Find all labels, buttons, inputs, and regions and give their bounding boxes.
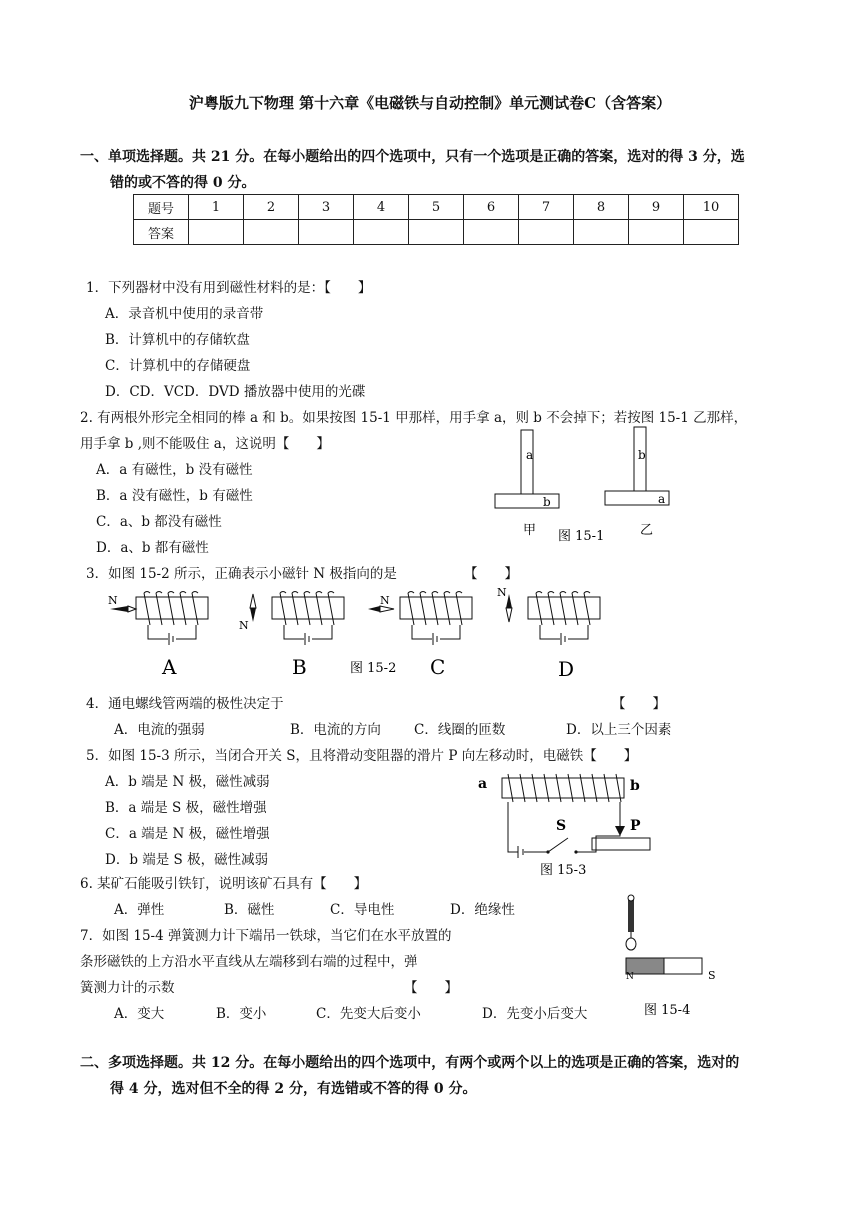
q2-option-a: A．a 有磁性，b 没有磁性: [96, 462, 253, 478]
q1-stem: 1．下列器材中没有用到磁性材料的是：【 】: [86, 280, 372, 296]
q4-option-d: D．以上三个因素: [566, 722, 672, 738]
fig1-label-b2: b: [638, 448, 646, 462]
answer-cell[interactable]: [299, 220, 354, 245]
fig3-label-p: P: [630, 818, 641, 834]
q4-option-c: C．线圈的匝数: [414, 722, 506, 738]
figure-15-4: [618, 892, 728, 1022]
answer-cell[interactable]: [629, 220, 684, 245]
q7-option-c: C．先变大后变小: [316, 1006, 421, 1022]
fig1-label-a2: a: [658, 492, 666, 506]
q7-option-b: B．变小: [216, 1006, 267, 1022]
q7-option-d: D．先变小后变大: [482, 1006, 588, 1022]
q7-bracket: 【 】: [404, 980, 458, 996]
q6-option-d: D．绝缘性: [450, 902, 515, 918]
answer-cell[interactable]: [464, 220, 519, 245]
fig2-option-a: A: [162, 655, 177, 679]
q2-line1: 2. 有两根外形完全相同的棒 a 和 b。如果按图 15-1 甲那样，用手拿 a，则 b 不会掉下；若按图 15-1 乙那样，: [80, 410, 748, 426]
section2-heading-line1: 二、多项选择题。共 12 分。在每小题给出的四个选项中，有两个或两个以上的选项是正确的答案，选对的: [80, 1055, 740, 1071]
q7-option-a: A．变大: [114, 1006, 165, 1022]
answer-table-number: 7: [519, 195, 574, 220]
answer-cell[interactable]: [519, 220, 574, 245]
figure-15-3: [478, 768, 658, 878]
answer-cell[interactable]: [574, 220, 629, 245]
q7-line2: 条形磁铁的上方沿水平直线从左端移到右端的过程中，弹: [80, 954, 418, 970]
q1-option-a: A．录音机中使用的录音带: [105, 306, 264, 322]
fig1-yi: 乙: [640, 523, 654, 538]
q7-line1: 7．如图 15-4 弹簧测力计下端吊一铁球，当它们在水平放置的: [80, 928, 452, 944]
answer-table-number: 4: [354, 195, 409, 220]
page-title: 沪粤版九下物理 第十六章《电磁铁与自动控制》单元测试卷C（含答案）: [188, 94, 672, 112]
q4-stem: 4．通电螺线管两端的极性决定于: [86, 696, 284, 712]
q6-option-c: C．导电性: [330, 902, 395, 918]
answer-cell[interactable]: [354, 220, 409, 245]
answer-table-number: 5: [409, 195, 464, 220]
q6-stem: 6. 某矿石能吸引铁钉，说明该矿石具有【 】: [80, 876, 368, 892]
fig3-caption: 图 15-3: [540, 863, 587, 878]
fig2-option-b: B: [292, 655, 307, 679]
q6-option-a: A．弹性: [114, 902, 165, 918]
answer-table-header-answer: 答案: [134, 220, 189, 245]
q5-option-a: A．b 端是 N 极，磁性减弱: [105, 774, 270, 790]
q2-option-b: B．a 没有磁性，b 有磁性: [96, 488, 253, 504]
section1-heading-line2: 错的或不答的得 0 分。: [110, 175, 256, 191]
answer-table-header-number: 题号: [134, 195, 189, 220]
q3-stem: 3．如图 15-2 所示，正确表示小磁针 N 极指向的是: [86, 566, 397, 582]
q2-option-d: D．a、b 都有磁性: [96, 540, 209, 556]
q5-stem: 5．如图 15-3 所示，当闭合开关 S，且将滑动变阻器的滑片 P 向左移动时，电磁铁【 】: [86, 748, 638, 764]
answer-table: [133, 194, 739, 245]
fig2-n-c: N: [380, 594, 390, 607]
q6-option-b: B．磁性: [224, 902, 275, 918]
fig2-n-a: N: [108, 594, 118, 607]
q4-option-a: A．电流的强弱: [114, 722, 205, 738]
answer-table-number: 6: [464, 195, 519, 220]
q5-option-b: B．a 端是 S 极，磁性增强: [105, 800, 267, 816]
q1-option-b: B．计算机中的存储软盘: [105, 332, 250, 348]
q1-option-d: D．CD．VCD．DVD 播放器中使用的光碟: [105, 384, 366, 400]
figure-15-1: [490, 422, 690, 542]
q4-option-b: B．电流的方向: [290, 722, 381, 738]
fig3-label-b: b: [630, 778, 640, 794]
fig2-n-b: N: [239, 619, 249, 632]
fig1-caption: 图 15-1: [558, 529, 605, 542]
answer-table-number: 9: [629, 195, 684, 220]
figure-15-2: [100, 584, 620, 684]
answer-cell[interactable]: [409, 220, 464, 245]
answer-table-number: 1: [189, 195, 244, 220]
fig3-label-s: S: [556, 818, 567, 834]
fig1-label-b: b: [543, 495, 551, 509]
fig1-label-a: a: [526, 448, 534, 462]
answer-table-number: 2: [244, 195, 299, 220]
q4-bracket: 【 】: [612, 696, 666, 712]
fig2-caption: 图 15-2: [350, 661, 397, 676]
fig3-label-a: a: [478, 776, 488, 792]
section2-heading-line2: 得 4 分，选对但不全的得 2 分，有选错或不答的得 0 分。: [110, 1081, 477, 1097]
fig4-caption: 图 15-4: [644, 1003, 691, 1018]
answer-table-number: 10: [684, 195, 739, 220]
answer-cell[interactable]: [189, 220, 244, 245]
answer-table-number: 8: [574, 195, 629, 220]
q1-option-c: C．计算机中的存储硬盘: [105, 358, 251, 374]
fig1-jia: 甲: [523, 523, 537, 538]
fig2-option-c: C: [430, 655, 446, 679]
q3-bracket: 【 】: [464, 566, 518, 582]
fig4-label-n: N: [626, 972, 634, 982]
fig4-label-s: S: [708, 969, 716, 982]
fig2-option-d: D: [558, 657, 575, 681]
q5-option-c: C．a 端是 N 极，磁性增强: [105, 826, 270, 842]
q2-option-c: C．a、b 都没有磁性: [96, 514, 222, 530]
answer-cell[interactable]: [684, 220, 739, 245]
section1-heading-line1: 一、单项选择题。共 21 分。在每小题给出的四个选项中，只有一个选项是正确的答案，选对的得 3 分，选: [80, 149, 745, 165]
q7-line3: 簧测力计的示数: [80, 980, 175, 996]
answer-table-number: 3: [299, 195, 354, 220]
q5-option-d: D．b 端是 S 极，磁性减弱: [105, 852, 269, 868]
fig2-n-d: N: [497, 586, 507, 599]
q2-line2: 用手拿 b ,则不能吸住 a，这说明【 】: [80, 436, 330, 452]
answer-cell[interactable]: [244, 220, 299, 245]
